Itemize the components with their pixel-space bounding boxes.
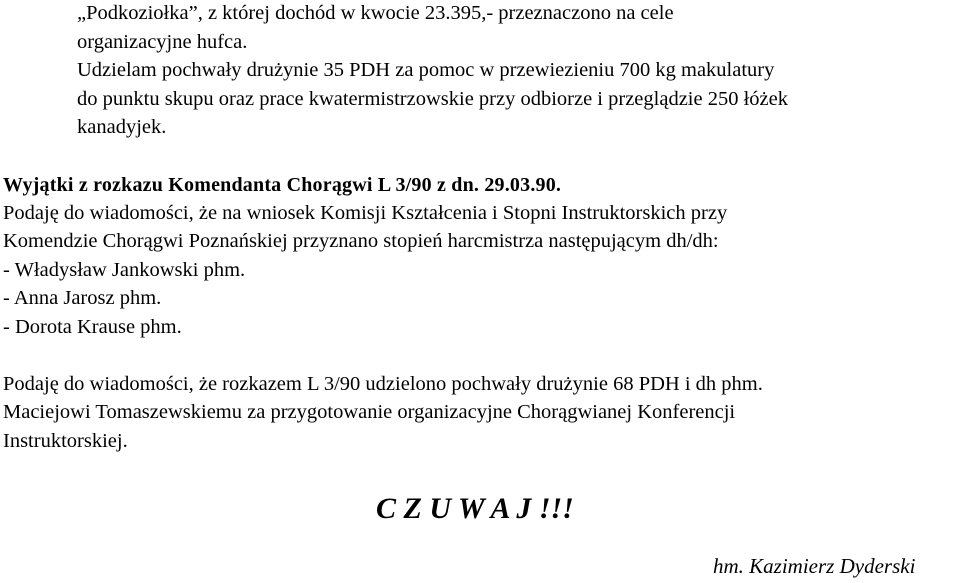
honoree-line-2: - Anna Jarosz phm.	[3, 287, 162, 309]
honoree-line-1: - Władysław Jankowski phm.	[3, 259, 246, 281]
intro-line-3: Udzielam pochwały drużynie 35 PDH za pomoc w przewiezieniu 700 kg makulatury	[77, 59, 775, 81]
intro-line-5: kanadyjek.	[77, 116, 167, 138]
second-paragraph-line-2: Maciejowi Tomaszewskiemu za przygotowanie organizacyjne Chorągwianej Konferencji	[3, 401, 736, 423]
intro-line-1: „Podkoziołka”, z której dochód w kwocie 23.395,- przeznaczono na cele	[77, 2, 674, 24]
section-body-line-1: Podaję do wiadomości, że na wniosek Komisji Kształcenia i Stopni Instruktorskich przy	[3, 202, 728, 224]
intro-line-4: do punktu skupu oraz prace kwatermistrzowskie przy odbiorze i przeglądzie 250 łóżek	[77, 88, 788, 110]
second-paragraph-line-3: Instruktorskiej.	[3, 430, 128, 452]
intro-line-2: organizacyjne hufca.	[77, 31, 248, 53]
motto: C Z U W A J !!!	[376, 492, 574, 525]
section-heading: Wyjątki z rozkazu Komendanta Chorągwi L 3/90 z dn. 29.03.90.	[3, 174, 562, 196]
honoree-line-3: - Dorota Krause phm.	[3, 316, 182, 338]
second-paragraph-line-1: Podaję do wiadomości, że rozkazem L 3/90 udzielono pochwały drużynie 68 PDH i dh phm.	[3, 373, 763, 395]
signature: hm. Kazimierz Dyderski	[713, 554, 916, 578]
section-body-line-2: Komendzie Chorągwi Poznańskiej przyznano stopień harcmistrza następującym dh/dh:	[3, 230, 719, 252]
